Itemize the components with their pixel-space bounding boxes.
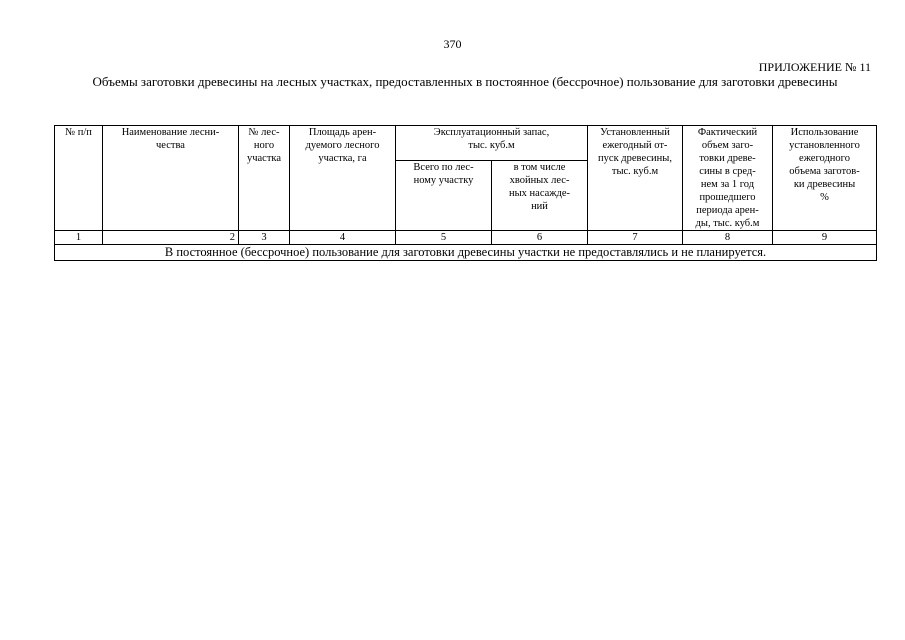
column-number-2: 2 <box>103 231 239 245</box>
page-number: 370 <box>443 37 462 51</box>
header-coniferous-stock: в том числе хвойных лес- ных насажде- ний <box>492 161 588 231</box>
header-row-1 <box>55 126 877 161</box>
column-number-5: 5 <box>396 231 492 245</box>
header-forestry-name: Наименование лесни- чества <box>103 126 239 231</box>
table-note: В постоянное (бессрочное) пользование для заготовки древесины участки не предоставлялись и не планируется. <box>55 245 877 261</box>
header-total-stock: Всего по лес- ному участку <box>396 161 492 231</box>
note-row <box>55 245 877 261</box>
header-row-number: № п/п <box>55 126 103 231</box>
column-number-8: 8 <box>683 231 773 245</box>
header-operational-stock: Эксплуатационный запас, тыс. куб.м <box>396 126 588 161</box>
column-number-4: 4 <box>290 231 396 245</box>
appendix-label: ПРИЛОЖЕНИЕ № 11 <box>758 60 871 74</box>
harvest-volume-table <box>54 125 877 261</box>
document-title: Объемы заготовки древесины на лесных участках, предоставленных в постоянное (бессрочное) пользование для заготовки древесины <box>92 74 838 89</box>
header-annual-allowable-cut: Установленный ежегодный от- пуск древесины, тыс. куб.м <box>588 126 683 231</box>
header-plot-number: № лес- ного участка <box>239 126 290 231</box>
header-plot-area: Площадь арен- дуемого лесного участка, га <box>290 126 396 231</box>
column-number-9: 9 <box>773 231 877 245</box>
column-number-row <box>55 231 877 245</box>
header-actual-harvest: Фактический объем заго- товки древе- сины в сред- нем за 1 год прошедшего периода арен- ды, тыс. куб.м <box>683 126 773 231</box>
column-number-7: 7 <box>588 231 683 245</box>
column-number-3: 3 <box>239 231 290 245</box>
column-number-6: 6 <box>492 231 588 245</box>
column-number-1: 1 <box>55 231 103 245</box>
header-usage-percent: Использование установленного ежегодного объема заготов- ки древесины % <box>773 126 877 231</box>
